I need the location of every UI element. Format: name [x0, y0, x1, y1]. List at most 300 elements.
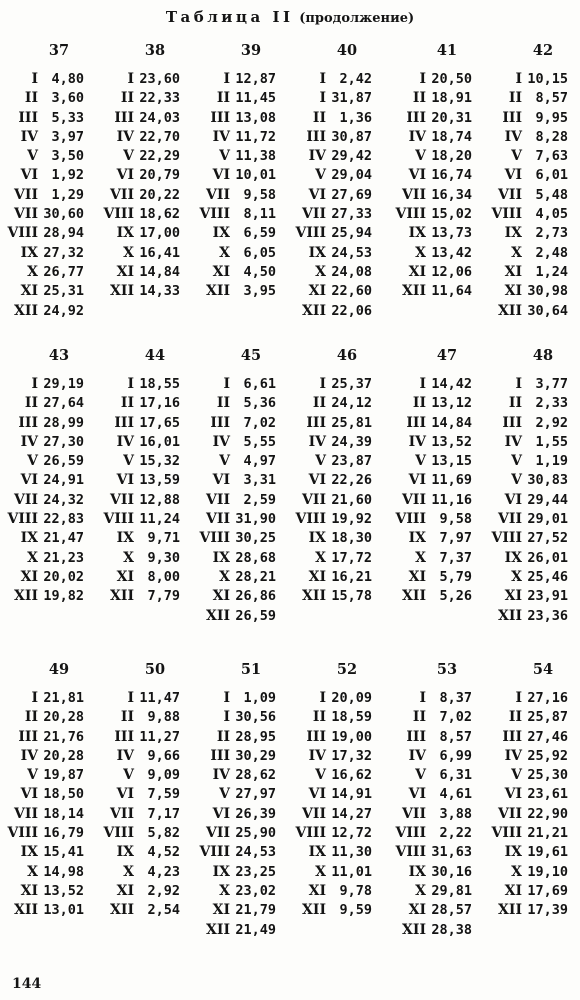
month-numeral: I: [127, 690, 134, 706]
month-numeral: VIII: [295, 825, 326, 842]
day-value: 2,48: [535, 244, 568, 261]
day-value: 18,55: [139, 376, 180, 392]
day-value: 9,71: [147, 530, 180, 547]
table-row: [96, 689, 194, 708]
day-value: 14,84: [431, 414, 472, 431]
day-value: 1,19: [535, 453, 568, 470]
day-value: 12,06: [431, 263, 472, 280]
day-value: 14,27: [331, 805, 372, 822]
day-value: 1,29: [51, 186, 84, 203]
month-numeral: VII: [498, 805, 522, 822]
month-numeral: X: [123, 549, 134, 566]
table-row: [288, 549, 386, 568]
column-rows: [0, 689, 98, 921]
month-numeral: XII: [302, 902, 326, 919]
table-row: [388, 689, 486, 708]
day-value: 28,99: [43, 414, 84, 431]
day-value: 22,06: [331, 302, 372, 319]
day-value: 27,33: [331, 206, 372, 223]
table-row: [96, 147, 194, 166]
day-value: 7,02: [439, 709, 472, 726]
table-row: [0, 568, 98, 587]
day-value: 22,90: [527, 805, 568, 822]
table-row: [96, 510, 194, 529]
day-value: 7,59: [147, 786, 180, 803]
month-numeral: XI: [20, 568, 38, 585]
month-numeral: VII: [302, 805, 326, 822]
column-number: 37: [48, 42, 70, 59]
table-row: [484, 882, 580, 901]
day-value: 20,28: [43, 747, 84, 764]
day-value: 27,64: [43, 395, 84, 412]
day-value: 23,60: [139, 71, 180, 87]
month-numeral: III: [114, 728, 134, 745]
day-value: 11,45: [235, 90, 276, 107]
day-value: 19,87: [43, 767, 84, 784]
page-title: [0, 8, 580, 26]
table-row: [388, 901, 486, 920]
day-value: 16,01: [139, 433, 180, 450]
month-numeral: III: [306, 128, 326, 145]
table-row: [0, 282, 98, 301]
table-row: [192, 747, 290, 766]
table-row: [484, 747, 580, 766]
month-numeral: III: [306, 728, 326, 745]
table-row: [96, 452, 194, 471]
day-value: 2,54: [147, 902, 180, 919]
table-row: [288, 708, 386, 727]
table-row: [288, 901, 386, 920]
table-row: [288, 70, 386, 89]
table-row: [0, 882, 98, 901]
table-row: [288, 414, 386, 433]
table-row: [288, 510, 386, 529]
table-row: [388, 471, 486, 490]
table-row: [388, 491, 486, 510]
table-row: [96, 109, 194, 128]
month-numeral: VI: [504, 167, 522, 184]
table-row: [288, 529, 386, 548]
month-numeral: V: [511, 767, 522, 784]
table-row: [96, 433, 194, 452]
month-numeral: XII: [206, 607, 230, 624]
table-row: [0, 302, 98, 321]
day-value: 9,88: [147, 709, 180, 726]
table-row: [0, 689, 98, 708]
day-value: 5,48: [535, 186, 568, 203]
month-numeral: II: [508, 395, 522, 412]
month-numeral: VII: [206, 186, 230, 203]
table-row: [484, 394, 580, 413]
month-numeral: I: [31, 376, 38, 392]
table-row: [96, 549, 194, 568]
month-numeral: IX: [504, 225, 522, 242]
month-numeral: XI: [308, 283, 326, 300]
day-value: 3,77: [535, 376, 568, 392]
day-value: 13,73: [431, 225, 472, 242]
month-numeral: XII: [14, 902, 38, 919]
month-numeral: VI: [408, 786, 426, 803]
day-value: 17,72: [331, 549, 372, 566]
day-value: 15,32: [139, 453, 180, 470]
day-value: 2,33: [535, 395, 568, 412]
table-row: [288, 224, 386, 243]
table-row: [192, 452, 290, 471]
table-row: [192, 863, 290, 882]
table-row: [484, 282, 580, 301]
month-numeral: IV: [408, 747, 426, 764]
month-numeral: I: [31, 71, 38, 87]
day-value: 13,01: [43, 902, 84, 919]
table-row: [0, 766, 98, 785]
table-row: [192, 471, 290, 490]
table-row: [192, 568, 290, 587]
day-value: 19,00: [331, 728, 372, 745]
month-numeral: XI: [308, 568, 326, 585]
month-numeral: IV: [408, 128, 426, 145]
table-row: [388, 843, 486, 862]
month-numeral: IV: [408, 433, 426, 450]
day-value: 21,23: [43, 549, 84, 566]
month-numeral: X: [27, 549, 38, 566]
day-value: 12,88: [139, 491, 180, 508]
table-row: [96, 491, 194, 510]
month-numeral: VII: [402, 491, 426, 508]
month-numeral: IX: [308, 844, 326, 861]
month-numeral: X: [511, 568, 522, 585]
month-numeral: XI: [20, 882, 38, 899]
month-numeral: VI: [408, 472, 426, 489]
table-row: [484, 471, 580, 490]
table-row: [96, 587, 194, 606]
month-numeral: VII: [14, 491, 38, 508]
month-numeral: I: [419, 690, 426, 706]
column-number: 41: [436, 42, 458, 59]
table-row: [388, 785, 486, 804]
month-numeral: IV: [212, 433, 230, 450]
day-value: 18,50: [43, 786, 84, 803]
month-numeral: X: [315, 263, 326, 280]
table-row: [0, 224, 98, 243]
table-row: [288, 282, 386, 301]
table-row: [288, 766, 386, 785]
month-numeral: XI: [504, 283, 522, 300]
month-numeral: V: [27, 767, 38, 784]
day-value: 16,74: [431, 167, 472, 184]
month-numeral: X: [415, 549, 426, 566]
month-numeral: IX: [308, 244, 326, 261]
day-value: 27,97: [235, 786, 276, 803]
day-value: 29,44: [527, 491, 568, 508]
month-numeral: VI: [116, 167, 134, 184]
table-row: [484, 452, 580, 471]
table-row: [388, 433, 486, 452]
page-number: 144: [12, 976, 42, 992]
month-numeral: I: [223, 690, 230, 706]
month-numeral: X: [123, 863, 134, 880]
month-numeral: I: [223, 71, 230, 87]
day-value: 14,98: [43, 863, 84, 880]
month-numeral: X: [123, 244, 134, 261]
table-row: [484, 728, 580, 747]
day-value: 18,20: [431, 148, 472, 165]
column-number: 45: [240, 347, 262, 364]
table-row: [96, 863, 194, 882]
day-value: 28,94: [43, 225, 84, 242]
table-row: [484, 147, 580, 166]
day-value: 13,52: [43, 882, 84, 899]
day-value: 15,41: [43, 844, 84, 861]
table-row: [484, 689, 580, 708]
month-numeral: V: [315, 767, 326, 784]
table-row: [96, 205, 194, 224]
table-column: [96, 40, 194, 302]
day-value: 6,59: [243, 225, 276, 242]
month-numeral: III: [502, 414, 522, 431]
month-numeral: II: [24, 90, 38, 107]
day-value: 17,16: [139, 395, 180, 412]
table-row: [388, 805, 486, 824]
table-row: [484, 587, 580, 606]
table-row: [388, 70, 486, 89]
day-value: 22,60: [331, 283, 372, 300]
month-numeral: VIII: [7, 825, 38, 842]
table-row: [0, 510, 98, 529]
table-row: [288, 89, 386, 108]
table-row: [192, 147, 290, 166]
table-row: [484, 166, 580, 185]
month-numeral: VII: [110, 805, 134, 822]
day-value: 26,86: [235, 588, 276, 605]
month-numeral: VIII: [491, 825, 522, 842]
month-numeral: IX: [212, 549, 230, 566]
table-row: [388, 394, 486, 413]
month-numeral: I: [319, 71, 326, 87]
table-row: [484, 510, 580, 529]
month-numeral: VII: [302, 491, 326, 508]
month-numeral: XI: [504, 263, 522, 280]
day-value: 17,32: [331, 747, 372, 764]
month-numeral: VI: [20, 167, 38, 184]
day-value: 18,62: [139, 206, 180, 223]
month-numeral: X: [27, 263, 38, 280]
day-value: 3,31: [243, 472, 276, 489]
table-row: [388, 708, 486, 727]
table-row: [96, 824, 194, 843]
day-value: 21,60: [331, 491, 372, 508]
table-row: [288, 843, 386, 862]
month-numeral: VII: [302, 206, 326, 223]
month-numeral: IV: [116, 433, 134, 450]
month-numeral: VI: [20, 786, 38, 803]
day-value: 9,66: [147, 747, 180, 764]
day-value: 24,39: [331, 433, 372, 450]
day-value: 29,42: [331, 148, 372, 165]
table-row: [484, 766, 580, 785]
table-row: [484, 863, 580, 882]
day-value: 1,36: [339, 109, 372, 126]
column-number: 50: [144, 661, 166, 678]
table-row: [484, 224, 580, 243]
month-numeral: X: [511, 244, 522, 261]
table-row: [484, 805, 580, 824]
table-row: [484, 843, 580, 862]
table-row: [288, 728, 386, 747]
month-numeral: VIII: [491, 530, 522, 547]
table-row: [288, 747, 386, 766]
day-value: 25,87: [527, 709, 568, 726]
column-rows: [96, 689, 194, 921]
table-row: [0, 728, 98, 747]
table-row: [288, 824, 386, 843]
table-row: [96, 901, 194, 920]
table-column: [288, 345, 386, 607]
table-column: [288, 40, 386, 321]
month-numeral: XI: [20, 283, 38, 300]
month-numeral: VI: [308, 186, 326, 203]
table-row: [192, 510, 290, 529]
day-value: 1,92: [51, 167, 84, 184]
table-block: [0, 40, 580, 370]
table-row: [0, 109, 98, 128]
month-numeral: VIII: [395, 511, 426, 528]
month-numeral: IV: [212, 128, 230, 145]
month-numeral: VII: [14, 805, 38, 822]
month-numeral: II: [508, 90, 522, 107]
day-value: 11,27: [139, 728, 180, 745]
table-row: [192, 414, 290, 433]
day-value: 6,05: [243, 244, 276, 261]
day-value: 30,98: [527, 283, 568, 300]
column-rows: [288, 375, 386, 607]
day-value: 2,59: [243, 491, 276, 508]
day-value: 28,68: [235, 549, 276, 566]
month-numeral: V: [219, 786, 230, 803]
day-value: 22,70: [139, 128, 180, 145]
month-numeral: I: [223, 709, 230, 726]
table-row: [192, 244, 290, 263]
table-row: [388, 766, 486, 785]
day-value: 17,69: [527, 882, 568, 899]
month-numeral: VIII: [199, 530, 230, 547]
month-numeral: XII: [110, 902, 134, 919]
day-value: 7,17: [147, 805, 180, 822]
table-column: [288, 659, 386, 921]
month-numeral: XII: [302, 302, 326, 319]
column-number: 52: [336, 661, 358, 678]
day-value: 20,09: [331, 690, 372, 706]
table-row: [192, 549, 290, 568]
column-rows: [192, 375, 290, 626]
month-numeral: VIII: [395, 844, 426, 861]
column-number: 54: [532, 661, 554, 678]
month-numeral: III: [210, 414, 230, 431]
table-row: [288, 109, 386, 128]
day-value: 21,81: [43, 690, 84, 706]
table-row: [192, 263, 290, 282]
column-number: 49: [48, 661, 70, 678]
day-value: 2,73: [535, 225, 568, 242]
day-value: 6,61: [243, 376, 276, 392]
column-number: 39: [240, 42, 262, 59]
month-numeral: IV: [116, 128, 134, 145]
month-numeral: IX: [20, 530, 38, 547]
table-row: [388, 89, 486, 108]
table-row: [96, 529, 194, 548]
table-row: [96, 708, 194, 727]
month-numeral: VIII: [7, 225, 38, 242]
month-numeral: VIII: [491, 206, 522, 223]
month-numeral: V: [123, 148, 134, 165]
day-value: 23,36: [527, 607, 568, 624]
table-row: [192, 224, 290, 243]
month-numeral: XI: [408, 902, 426, 919]
month-numeral: XI: [212, 263, 230, 280]
column-number: 42: [532, 42, 554, 59]
month-numeral: VIII: [103, 511, 134, 528]
month-numeral: III: [406, 728, 426, 745]
table-row: [192, 89, 290, 108]
table-row: [288, 394, 386, 413]
table-row: [0, 587, 98, 606]
month-numeral: II: [312, 109, 326, 126]
table-row: [192, 785, 290, 804]
table-row: [192, 824, 290, 843]
day-value: 27,69: [331, 186, 372, 203]
month-numeral: I: [31, 690, 38, 706]
table-row: [288, 263, 386, 282]
month-numeral: IX: [212, 863, 230, 880]
table-row: [96, 244, 194, 263]
table-column: [484, 659, 580, 921]
day-value: 5,55: [243, 433, 276, 450]
day-value: 14,33: [139, 283, 180, 300]
day-value: 27,52: [527, 530, 568, 547]
table-row: [96, 414, 194, 433]
table-row: [96, 224, 194, 243]
month-numeral: XII: [110, 283, 134, 300]
month-numeral: VIII: [103, 825, 134, 842]
day-value: 27,46: [527, 728, 568, 745]
table-row: [288, 587, 386, 606]
month-numeral: II: [24, 395, 38, 412]
column-number: 47: [436, 347, 458, 364]
table-row: [388, 282, 486, 301]
day-value: 28,38: [431, 921, 472, 938]
day-value: 18,14: [43, 805, 84, 822]
day-value: 19,82: [43, 588, 84, 605]
day-value: 4,50: [243, 263, 276, 280]
table-row: [0, 843, 98, 862]
table-row: [192, 186, 290, 205]
day-value: 1,55: [535, 433, 568, 450]
month-numeral: VIII: [295, 511, 326, 528]
table-row: [484, 375, 580, 394]
day-value: 9,78: [339, 882, 372, 899]
month-numeral: III: [502, 109, 522, 126]
table-row: [388, 529, 486, 548]
table-row: [388, 747, 486, 766]
day-value: 8,57: [439, 728, 472, 745]
table-row: [0, 186, 98, 205]
day-value: 2,22: [439, 825, 472, 842]
month-numeral: XII: [402, 921, 426, 938]
table-row: [0, 901, 98, 920]
table-row: [0, 549, 98, 568]
day-value: 8,00: [147, 568, 180, 585]
table-row: [192, 394, 290, 413]
day-value: 6,01: [535, 167, 568, 184]
